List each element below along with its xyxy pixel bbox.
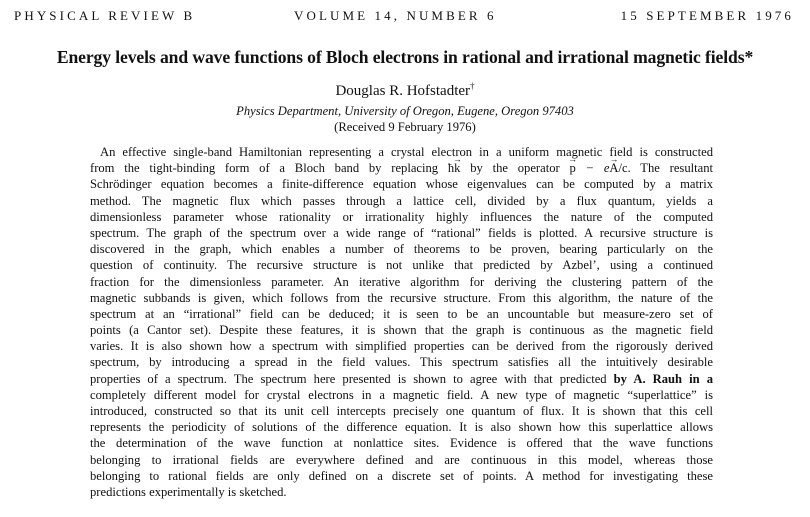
abstract-line: belonging to irrational fields are everywhere defined and are continuous in this model, whereas those — [90, 452, 713, 467]
abstract-line: dimensionless parameter whose rationality or irrationality highly influences the nature of the computed — [90, 209, 713, 224]
bold-segment: by A. Rauh in a — [606, 371, 713, 386]
vector-A: → A — [609, 160, 618, 176]
affiliation: Physics Department, University of Oregon, Eugene, Oregon 97403 — [236, 104, 574, 118]
abstract-line: varies. It is also shown how a spectrum with simplified properties can be derived from the rigorously derived — [90, 339, 713, 354]
abstract-line: represents the periodicity of solutions of the difference equation. It is also shown how this superlattice allows — [90, 420, 713, 435]
abstract-line: method. The magnetic flux which passes through a lattice cell, divided by a flux quantum, yields a — [90, 193, 713, 208]
abstract-line: An effective single-band Hamiltonian representing a crystal electron in a uniform magnetic field is constructed — [100, 145, 713, 159]
abstract-line: belonging to rational fields are only defined on a discrete set of points. A method for investigating these — [90, 468, 713, 483]
abstract-line: Schrödinger equation becomes a finite-difference equation whose eigenvalues can be computed by a matrix — [90, 177, 713, 192]
abstract-line: question of continuity. The recursive structure is not unlike that predicted by Azbel’, using a continued — [90, 258, 713, 273]
author-footnote-mark: † — [470, 81, 475, 91]
paper-title: Energy levels and wave functions of Bloch electrons in rational and irrational magnetic fields* — [56, 47, 754, 67]
vector-p: → p — [569, 160, 575, 176]
abstract-line: the determination of the wave function at nonlattice sites. Evidence is offered that the wave functions — [90, 436, 713, 451]
author — [0, 83, 810, 100]
volume-number: VOLUME 14, NUMBER 6 — [294, 8, 497, 23]
journal-name: PHYSICAL REVIEW B — [14, 8, 196, 23]
abstract-line: properties of a spectrum. The spectrum here presented is shown to agree with that predicted by A. Rauh in a — [90, 371, 713, 386]
abstract-line: completely different model for crystal electrons in a magnetic field. A new type of magnetic “superlattice” is — [90, 387, 713, 402]
abstract-line: predictions experimentally is sketched. — [90, 484, 287, 499]
abstract-line: spectrum, by introducing a spread in the field values. This spectrum satisfies all the intuitively desirable — [90, 355, 713, 370]
abstract-line: magnetic subbands is given, which follows from the recursive structure. From this algorithm, the nature of the — [90, 290, 713, 305]
abstract — [90, 144, 713, 500]
abstract-line: points (a Cantor set). Despite these features, it is shown that the graph is continuous as the magnetic field — [90, 323, 713, 338]
received-date: (Received 9 February 1976) — [334, 120, 476, 134]
abstract-line: spectrum at an “irrational” field can be deduced; it is seen to be an uncountable but measure-zero set of — [90, 306, 713, 321]
running-head — [14, 8, 794, 24]
author-name: Douglas R. Hofstadter — [335, 83, 471, 99]
vector-k: → k — [454, 160, 460, 176]
abstract-line: discovered in the graph, which enables a number of theorems to be proven, bearing particularly on the — [90, 242, 713, 257]
abstract-line: spectrum. The graph of the spectrum over a wide range of “rational” fields is plotted. A recursive structure is — [90, 225, 713, 240]
abstract-line: introduced, constructed so that its unit cell intercepts precisely one quantum of flux. It is shown that this cell — [90, 404, 713, 418]
abstract-line: from the tight-binding form of a Bloch band by replacing ħ→ k by the operator → p − e→ A/c. The resultant — [90, 160, 713, 176]
publication-date: 15 SEPTEMBER 1976 — [620, 8, 794, 23]
abstract-line: fraction for the dimensionless parameter. An iterative algorithm for deriving the clustering pattern of the — [90, 274, 713, 289]
